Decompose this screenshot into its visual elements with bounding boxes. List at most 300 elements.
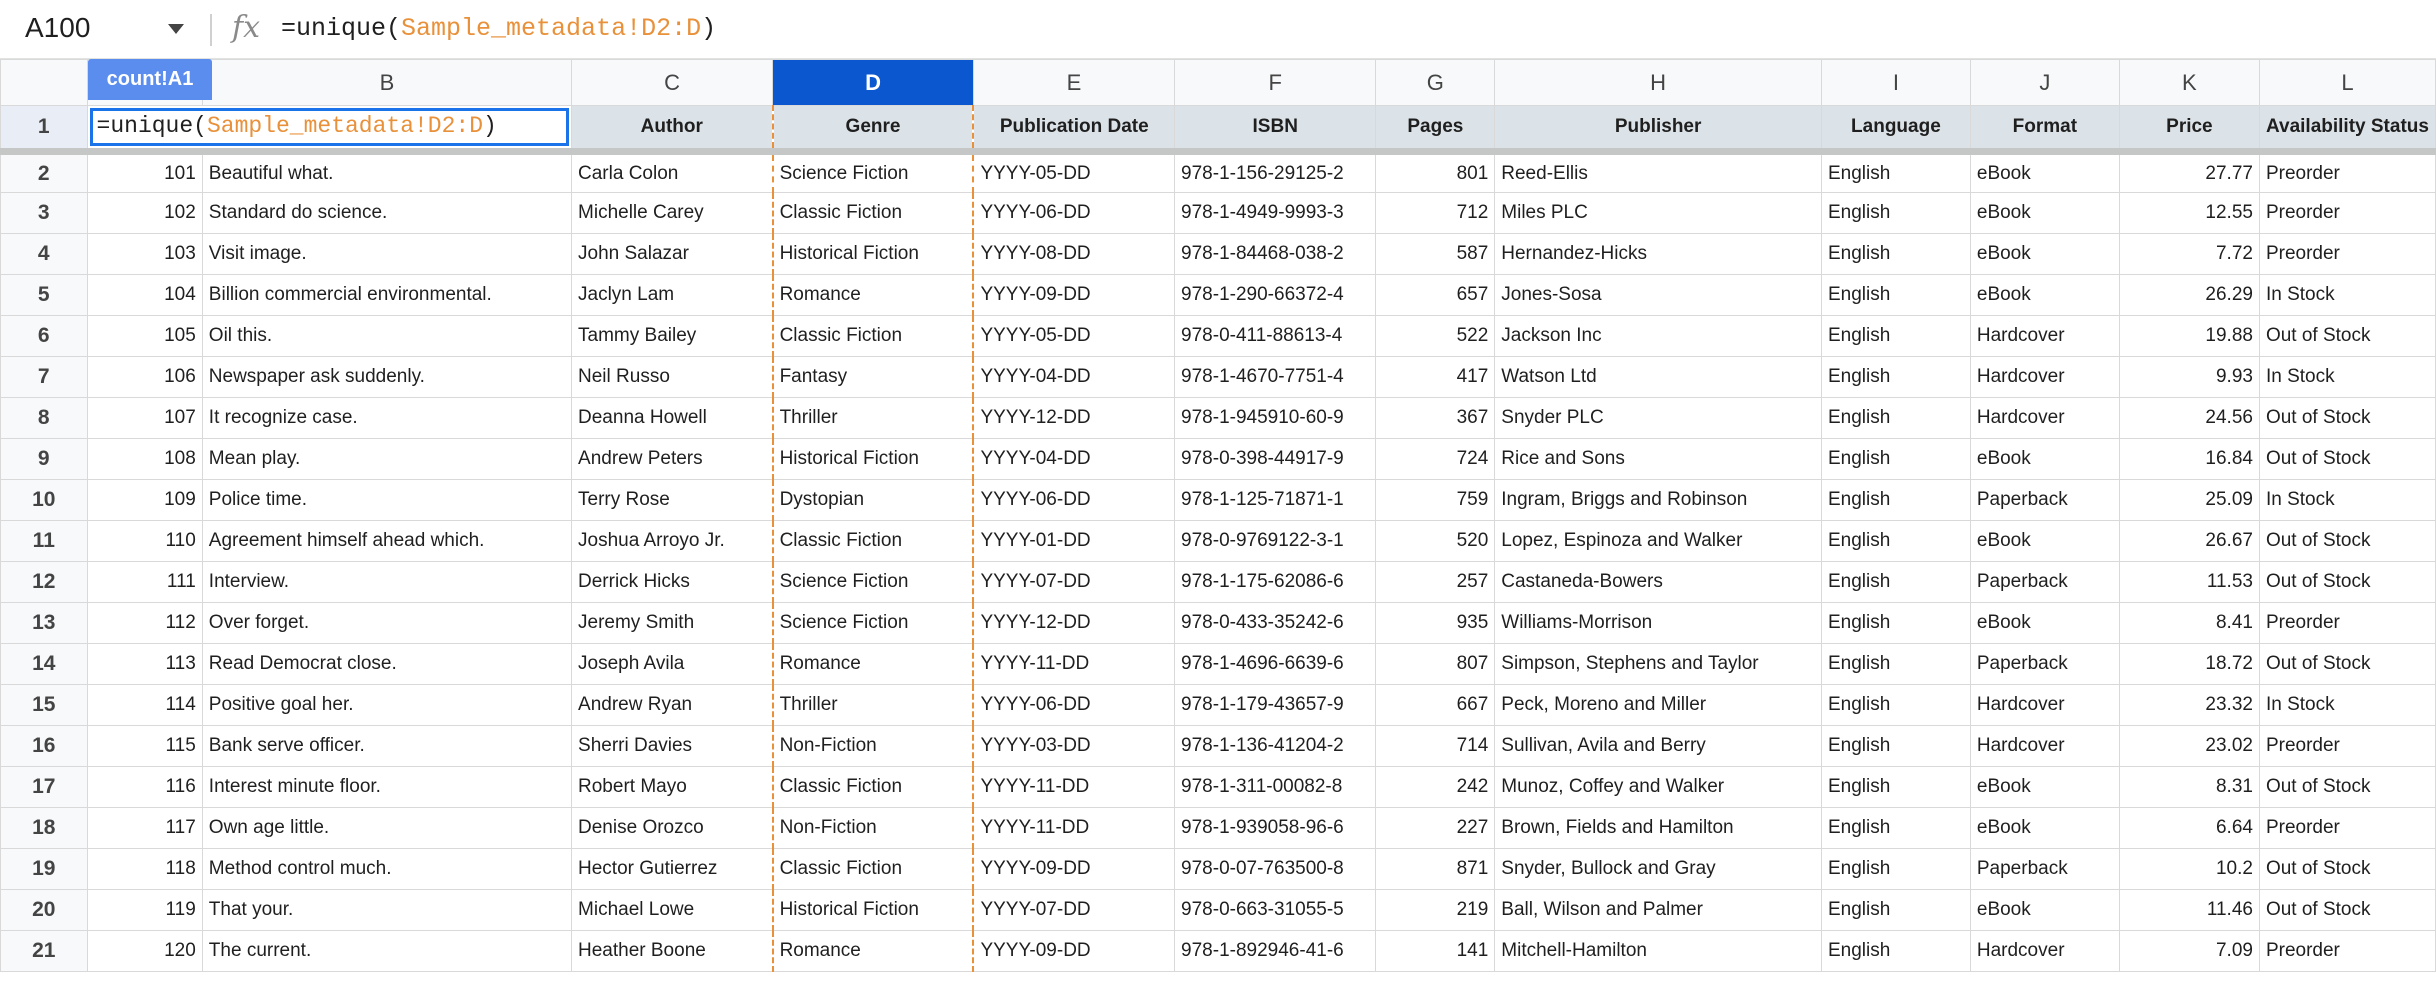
cell-status[interactable]: Preorder xyxy=(2259,808,2435,849)
cell-price[interactable]: 26.29 xyxy=(2119,275,2259,316)
cell-status[interactable]: Out of Stock xyxy=(2259,439,2435,480)
cell-price[interactable]: 8.31 xyxy=(2119,767,2259,808)
cell-publisher[interactable]: Williams-Morrison xyxy=(1495,603,1822,644)
cell-isbn[interactable]: 978-0-433-35242-6 xyxy=(1175,603,1376,644)
cell-isbn[interactable]: 978-0-9769122-3-1 xyxy=(1175,521,1376,562)
cell-id[interactable]: 105 xyxy=(87,316,202,357)
cell-title[interactable]: Beautiful what. xyxy=(202,152,571,193)
cell-status[interactable]: Preorder xyxy=(2259,726,2435,767)
table-row xyxy=(1,152,2436,193)
cell-isbn[interactable]: 978-1-84468-038-2 xyxy=(1175,234,1376,275)
cell-author[interactable]: Tammy Bailey xyxy=(572,316,773,357)
cell-id[interactable]: 117 xyxy=(87,808,202,849)
cell-date[interactable]: YYYY-12-DD xyxy=(973,398,1174,439)
cell-date[interactable]: YYYY-11-DD xyxy=(973,644,1174,685)
cell-author[interactable]: Robert Mayo xyxy=(572,767,773,808)
cell-id[interactable]: 112 xyxy=(87,603,202,644)
cell-date[interactable]: YYYY-09-DD xyxy=(973,931,1174,972)
cell-title[interactable]: Method control much. xyxy=(202,849,571,890)
cell-title[interactable]: Visit image. xyxy=(202,234,571,275)
cell-pages[interactable]: 367 xyxy=(1376,398,1495,439)
cell-lang[interactable]: English xyxy=(1821,193,1970,234)
cell-author[interactable]: Andrew Ryan xyxy=(572,685,773,726)
row-header[interactable]: 4 xyxy=(1,234,88,275)
cell-publisher[interactable]: Miles PLC xyxy=(1495,193,1822,234)
cell-isbn[interactable]: 978-1-179-43657-9 xyxy=(1175,685,1376,726)
cell-title[interactable]: Agreement himself ahead which. xyxy=(202,521,571,562)
cell-genre[interactable]: Romance xyxy=(773,931,974,972)
cell-pages[interactable]: 522 xyxy=(1376,316,1495,357)
cell-status[interactable]: Out of Stock xyxy=(2259,849,2435,890)
cell-format[interactable]: eBook xyxy=(1970,193,2119,234)
cell-id[interactable]: 102 xyxy=(87,193,202,234)
cell-author[interactable]: Deanna Howell xyxy=(572,398,773,439)
cell-lang[interactable]: English xyxy=(1821,480,1970,521)
row-header[interactable]: 1 xyxy=(1,106,88,152)
cell-date[interactable]: YYYY-08-DD xyxy=(973,234,1174,275)
cell-lang[interactable]: English xyxy=(1821,890,1970,931)
column-header-C[interactable]: C xyxy=(572,60,773,106)
column-header-L[interactable]: L xyxy=(2259,60,2435,106)
header-cell[interactable]: Publication Date xyxy=(973,106,1174,152)
cell-id[interactable]: 107 xyxy=(87,398,202,439)
cell-price[interactable]: 11.53 xyxy=(2119,562,2259,603)
cell-publisher[interactable]: Ball, Wilson and Palmer xyxy=(1495,890,1822,931)
cell-publisher[interactable]: Snyder PLC xyxy=(1495,398,1822,439)
cell-genre[interactable]: Non-Fiction xyxy=(773,726,974,767)
cell-format[interactable]: Paperback xyxy=(1970,849,2119,890)
cell-genre[interactable]: Romance xyxy=(773,644,974,685)
cell-pages[interactable]: 759 xyxy=(1376,480,1495,521)
cell-price[interactable]: 25.09 xyxy=(2119,480,2259,521)
cell-pages[interactable]: 242 xyxy=(1376,767,1495,808)
cell-pages[interactable]: 807 xyxy=(1376,644,1495,685)
cell-status[interactable]: In Stock xyxy=(2259,275,2435,316)
cell-title[interactable]: Read Democrat close. xyxy=(202,644,571,685)
column-header-H[interactable]: H xyxy=(1495,60,1822,106)
cell-isbn[interactable]: 978-1-311-00082-8 xyxy=(1175,767,1376,808)
cell-lang[interactable]: English xyxy=(1821,931,1970,972)
cell-genre[interactable]: Science Fiction xyxy=(773,152,974,193)
table-row xyxy=(1,931,2436,972)
cell-genre[interactable]: Romance xyxy=(773,275,974,316)
row-header[interactable]: 13 xyxy=(1,603,88,644)
cell-id[interactable]: 109 xyxy=(87,480,202,521)
row-header[interactable]: 6 xyxy=(1,316,88,357)
header-cell[interactable]: Author xyxy=(572,106,773,152)
divider xyxy=(210,14,212,46)
name-box[interactable] xyxy=(0,0,200,58)
cell-id[interactable]: 116 xyxy=(87,767,202,808)
cell-lang[interactable]: English xyxy=(1821,849,1970,890)
cell-format[interactable]: eBook xyxy=(1970,603,2119,644)
cell-status[interactable]: Out of Stock xyxy=(2259,316,2435,357)
cell-author[interactable]: Hector Gutierrez xyxy=(572,849,773,890)
cell-id[interactable]: 108 xyxy=(87,439,202,480)
cell-lang[interactable]: English xyxy=(1821,521,1970,562)
cell-author[interactable]: Carla Colon xyxy=(572,152,773,193)
cell-format[interactable]: Paperback xyxy=(1970,644,2119,685)
cell-format[interactable]: eBook xyxy=(1970,521,2119,562)
row-header[interactable]: 12 xyxy=(1,562,88,603)
row-header[interactable]: 17 xyxy=(1,767,88,808)
cell-publisher[interactable]: Jones-Sosa xyxy=(1495,275,1822,316)
table-row xyxy=(1,193,2436,234)
cell-genre[interactable]: Science Fiction xyxy=(773,603,974,644)
cell-author[interactable]: Jeremy Smith xyxy=(572,603,773,644)
cell-title[interactable]: The current. xyxy=(202,931,571,972)
cell-price[interactable]: 19.88 xyxy=(2119,316,2259,357)
cell-status[interactable]: Out of Stock xyxy=(2259,398,2435,439)
cell-isbn[interactable]: 978-1-125-71871-1 xyxy=(1175,480,1376,521)
name-box-ref[interactable]: A100 xyxy=(25,12,91,43)
cell-date[interactable]: YYYY-06-DD xyxy=(973,193,1174,234)
column-header-E[interactable]: E xyxy=(973,60,1174,106)
cell-price[interactable]: 24.56 xyxy=(2119,398,2259,439)
cell-format[interactable]: eBook xyxy=(1970,439,2119,480)
cell-isbn[interactable]: 978-1-4949-9993-3 xyxy=(1175,193,1376,234)
row-header[interactable]: 3 xyxy=(1,193,88,234)
column-header-G[interactable]: G xyxy=(1376,60,1495,106)
cell-lang[interactable]: English xyxy=(1821,767,1970,808)
cell-status[interactable]: In Stock xyxy=(2259,480,2435,521)
cell-publisher[interactable]: Reed-Ellis xyxy=(1495,152,1822,193)
cell-status[interactable]: Out of Stock xyxy=(2259,890,2435,931)
cell-lang[interactable]: English xyxy=(1821,234,1970,275)
cell-status[interactable]: Out of Stock xyxy=(2259,644,2435,685)
cell-price[interactable]: 10.2 xyxy=(2119,849,2259,890)
cell-title[interactable]: Interest minute floor. xyxy=(202,767,571,808)
cell-isbn[interactable]: 978-1-156-29125-2 xyxy=(1175,152,1376,193)
cell-pages[interactable]: 227 xyxy=(1376,808,1495,849)
cell-publisher[interactable]: Simpson, Stephens and Taylor xyxy=(1495,644,1822,685)
column-header-D[interactable]: D xyxy=(773,60,974,106)
cell-lang[interactable]: English xyxy=(1821,152,1970,193)
cell-date[interactable]: YYYY-11-DD xyxy=(973,808,1174,849)
cell-author[interactable]: Michael Lowe xyxy=(572,890,773,931)
row-header[interactable]: 14 xyxy=(1,644,88,685)
cell-pages[interactable]: 712 xyxy=(1376,193,1495,234)
table-row xyxy=(1,357,2436,398)
cell-pages[interactable]: 417 xyxy=(1376,357,1495,398)
cell-format[interactable]: eBook xyxy=(1970,890,2119,931)
cell-date[interactable]: YYYY-03-DD xyxy=(973,726,1174,767)
cell-title[interactable]: Bank serve officer. xyxy=(202,726,571,767)
cell-price[interactable]: 27.77 xyxy=(2119,152,2259,193)
cell-status[interactable]: Out of Stock xyxy=(2259,521,2435,562)
cell-price[interactable]: 26.67 xyxy=(2119,521,2259,562)
cell-isbn[interactable]: 978-1-4670-7751-4 xyxy=(1175,357,1376,398)
cell-publisher[interactable]: Munoz, Coffey and Walker xyxy=(1495,767,1822,808)
cell-isbn[interactable]: 978-0-398-44917-9 xyxy=(1175,439,1376,480)
cell-publisher[interactable]: Mitchell-Hamilton xyxy=(1495,931,1822,972)
cell-pages[interactable]: 724 xyxy=(1376,439,1495,480)
header-cell[interactable]: Format xyxy=(1970,106,2119,152)
cell-title[interactable]: Interview. xyxy=(202,562,571,603)
cell-pages[interactable]: 520 xyxy=(1376,521,1495,562)
cell-status[interactable]: Out of Stock xyxy=(2259,767,2435,808)
cell-genre[interactable]: Classic Fiction xyxy=(773,193,974,234)
table-row xyxy=(1,644,2436,685)
cell-pages[interactable]: 801 xyxy=(1376,152,1495,193)
cell-title[interactable]: That your. xyxy=(202,890,571,931)
cell-genre[interactable]: Historical Fiction xyxy=(773,890,974,931)
cell-status[interactable]: Preorder xyxy=(2259,931,2435,972)
cell-status[interactable]: In Stock xyxy=(2259,357,2435,398)
cell-format[interactable]: Hardcover xyxy=(1970,316,2119,357)
cell-genre[interactable]: Fantasy xyxy=(773,357,974,398)
cell-author[interactable]: Joseph Avila xyxy=(572,644,773,685)
cell-title[interactable]: Billion commercial environmental. xyxy=(202,275,571,316)
cell-lang[interactable]: English xyxy=(1821,685,1970,726)
cell-id[interactable]: 104 xyxy=(87,275,202,316)
header-cell[interactable]: Genre xyxy=(773,106,974,152)
cell-pages[interactable]: 714 xyxy=(1376,726,1495,767)
row-header[interactable]: 11 xyxy=(1,521,88,562)
cell-price[interactable]: 8.41 xyxy=(2119,603,2259,644)
cell-publisher[interactable]: Hernandez-Hicks xyxy=(1495,234,1822,275)
cell-editor[interactable] xyxy=(90,108,569,146)
cell-author[interactable]: Denise Orozco xyxy=(572,808,773,849)
cell-id[interactable]: 106 xyxy=(87,357,202,398)
cell-title[interactable]: Positive goal her. xyxy=(202,685,571,726)
cell-author[interactable]: Jaclyn Lam xyxy=(572,275,773,316)
formula-range: Sample_metadata!D2:D xyxy=(401,14,702,43)
cell-genre[interactable]: Classic Fiction xyxy=(773,849,974,890)
cell-isbn[interactable]: 978-1-4696-6639-6 xyxy=(1175,644,1376,685)
cell-genre[interactable]: Dystopian xyxy=(773,480,974,521)
cell-id[interactable]: 118 xyxy=(87,849,202,890)
cell-title[interactable]: Own age little. xyxy=(202,808,571,849)
cell-price[interactable]: 18.72 xyxy=(2119,644,2259,685)
cell-status[interactable]: In Stock xyxy=(2259,685,2435,726)
cell-publisher[interactable]: Snyder, Bullock and Gray xyxy=(1495,849,1822,890)
cell-isbn[interactable]: 978-0-07-763500-8 xyxy=(1175,849,1376,890)
cell-format[interactable]: Hardcover xyxy=(1970,931,2119,972)
cell-format[interactable]: Hardcover xyxy=(1970,357,2119,398)
cell-price[interactable]: 23.32 xyxy=(2119,685,2259,726)
cell-status[interactable]: Preorder xyxy=(2259,234,2435,275)
row-header[interactable]: 18 xyxy=(1,808,88,849)
cell-publisher[interactable]: Ingram, Briggs and Robinson xyxy=(1495,480,1822,521)
cell-format[interactable]: Hardcover xyxy=(1970,726,2119,767)
column-header-I[interactable]: I xyxy=(1821,60,1970,106)
column-header-F[interactable]: F xyxy=(1175,60,1376,106)
header-cell[interactable]: Pages xyxy=(1376,106,1495,152)
cell-genre[interactable]: Historical Fiction xyxy=(773,234,974,275)
cell-isbn[interactable]: 978-0-411-88613-4 xyxy=(1175,316,1376,357)
column-header-K[interactable]: K xyxy=(2119,60,2259,106)
table-row xyxy=(1,890,2436,931)
cell-lang[interactable]: English xyxy=(1821,357,1970,398)
header-cell[interactable]: Language xyxy=(1821,106,1970,152)
cell-lang[interactable]: English xyxy=(1821,275,1970,316)
header-cell[interactable]: ISBN xyxy=(1175,106,1376,152)
column-header-B[interactable]: B xyxy=(202,60,571,106)
cell-author[interactable]: Joshua Arroyo Jr. xyxy=(572,521,773,562)
cell-id[interactable]: 113 xyxy=(87,644,202,685)
row-header[interactable]: 19 xyxy=(1,849,88,890)
cell-lang[interactable]: English xyxy=(1821,398,1970,439)
formula-function-open: =unique( xyxy=(281,14,402,43)
cell-lang[interactable]: English xyxy=(1821,644,1970,685)
cell-date[interactable]: YYYY-11-DD xyxy=(973,767,1174,808)
cell-status[interactable]: Out of Stock xyxy=(2259,562,2435,603)
cell-date[interactable]: YYYY-04-DD xyxy=(973,439,1174,480)
row-header[interactable]: 9 xyxy=(1,439,88,480)
cell-price[interactable]: 7.09 xyxy=(2119,931,2259,972)
cell-author[interactable]: Derrick Hicks xyxy=(572,562,773,603)
chevron-down-icon[interactable] xyxy=(168,24,184,34)
cell-date[interactable]: YYYY-06-DD xyxy=(973,480,1174,521)
row-header[interactable]: 5 xyxy=(1,275,88,316)
row-header[interactable]: 7 xyxy=(1,357,88,398)
cell-lang[interactable]: English xyxy=(1821,808,1970,849)
cell-price[interactable]: 12.55 xyxy=(2119,193,2259,234)
cell-format[interactable]: eBook xyxy=(1970,767,2119,808)
cell-isbn[interactable]: 978-1-175-62086-6 xyxy=(1175,562,1376,603)
cell-pages[interactable]: 587 xyxy=(1376,234,1495,275)
row-header[interactable]: 16 xyxy=(1,726,88,767)
cell-pages[interactable]: 657 xyxy=(1376,275,1495,316)
cell-pages[interactable]: 871 xyxy=(1376,849,1495,890)
cell-publisher[interactable]: Peck, Moreno and Miller xyxy=(1495,685,1822,726)
cell-publisher[interactable]: Lopez, Espinoza and Walker xyxy=(1495,521,1822,562)
cell-isbn[interactable]: 978-1-290-66372-4 xyxy=(1175,275,1376,316)
cell-id[interactable]: 119 xyxy=(87,890,202,931)
cell-pages[interactable]: 257 xyxy=(1376,562,1495,603)
cell-date[interactable]: YYYY-07-DD xyxy=(973,562,1174,603)
row-header[interactable]: 20 xyxy=(1,890,88,931)
cell-isbn[interactable]: 978-1-892946-41-6 xyxy=(1175,931,1376,972)
cell-author[interactable]: Andrew Peters xyxy=(572,439,773,480)
cell-genre[interactable]: Classic Fiction xyxy=(773,521,974,562)
cell-price[interactable]: 6.64 xyxy=(2119,808,2259,849)
cell-author[interactable]: Terry Rose xyxy=(572,480,773,521)
cell-publisher[interactable]: Castaneda-Bowers xyxy=(1495,562,1822,603)
cell-publisher[interactable]: Brown, Fields and Hamilton xyxy=(1495,808,1822,849)
cell-author[interactable]: John Salazar xyxy=(572,234,773,275)
cell-format[interactable]: eBook xyxy=(1970,234,2119,275)
cell-status[interactable]: Preorder xyxy=(2259,152,2435,193)
cell-date[interactable]: YYYY-01-DD xyxy=(973,521,1174,562)
row-header[interactable]: 8 xyxy=(1,398,88,439)
cell-lang[interactable]: English xyxy=(1821,562,1970,603)
cell-price[interactable]: 16.84 xyxy=(2119,439,2259,480)
cell-pages[interactable]: 141 xyxy=(1376,931,1495,972)
cell-title[interactable]: Mean play. xyxy=(202,439,571,480)
cell-title[interactable]: It recognize case. xyxy=(202,398,571,439)
cell-author[interactable]: Neil Russo xyxy=(572,357,773,398)
table-row xyxy=(1,275,2436,316)
cell-price[interactable]: 9.93 xyxy=(2119,357,2259,398)
cell-status[interactable]: Preorder xyxy=(2259,603,2435,644)
cell-pages[interactable]: 667 xyxy=(1376,685,1495,726)
cell-genre[interactable]: Thriller xyxy=(773,685,974,726)
cell-title[interactable]: Newspaper ask suddenly. xyxy=(202,357,571,398)
cell-genre[interactable]: Historical Fiction xyxy=(773,439,974,480)
cell-genre[interactable]: Classic Fiction xyxy=(773,316,974,357)
cell-date[interactable]: YYYY-07-DD xyxy=(973,890,1174,931)
cell-format[interactable]: Hardcover xyxy=(1970,685,2119,726)
cell-format[interactable]: Paperback xyxy=(1970,480,2119,521)
cell-genre[interactable]: Classic Fiction xyxy=(773,767,974,808)
cell-lang[interactable]: English xyxy=(1821,726,1970,767)
active-cell[interactable] xyxy=(87,106,571,152)
cell-id[interactable]: 114 xyxy=(87,685,202,726)
cell-publisher[interactable]: Watson Ltd xyxy=(1495,357,1822,398)
cell-date[interactable]: YYYY-05-DD xyxy=(973,152,1174,193)
column-header-J[interactable]: J xyxy=(1970,60,2119,106)
select-all-corner[interactable] xyxy=(1,60,88,106)
cell-price[interactable]: 7.72 xyxy=(2119,234,2259,275)
row-header[interactable]: 10 xyxy=(1,480,88,521)
cell-genre[interactable]: Science Fiction xyxy=(773,562,974,603)
cell-genre[interactable]: Thriller xyxy=(773,398,974,439)
cell-id[interactable]: 101 xyxy=(87,152,202,193)
cell-lang[interactable]: English xyxy=(1821,316,1970,357)
cell-format[interactable]: eBook xyxy=(1970,808,2119,849)
cell-date[interactable]: YYYY-09-DD xyxy=(973,849,1174,890)
cell-title[interactable]: Police time. xyxy=(202,480,571,521)
cell-publisher[interactable]: Sullivan, Avila and Berry xyxy=(1495,726,1822,767)
cell-title[interactable]: Over forget. xyxy=(202,603,571,644)
formula-input[interactable] xyxy=(281,14,716,43)
cell-date[interactable]: YYYY-09-DD xyxy=(973,275,1174,316)
cell-id[interactable]: 103 xyxy=(87,234,202,275)
cell-isbn[interactable]: 978-1-939058-96-6 xyxy=(1175,808,1376,849)
cell-title[interactable]: Standard do science. xyxy=(202,193,571,234)
cell-title[interactable]: Oil this. xyxy=(202,316,571,357)
cell-id[interactable]: 120 xyxy=(87,931,202,972)
cell-id[interactable]: 110 xyxy=(87,521,202,562)
formula-bar xyxy=(0,0,2436,59)
cell-isbn[interactable]: 978-0-663-31055-5 xyxy=(1175,890,1376,931)
cell-pages[interactable]: 935 xyxy=(1376,603,1495,644)
cell-lang[interactable]: English xyxy=(1821,439,1970,480)
cell-author[interactable]: Sherri Davies xyxy=(572,726,773,767)
cell-date[interactable]: YYYY-06-DD xyxy=(973,685,1174,726)
cell-format[interactable]: eBook xyxy=(1970,152,2119,193)
cell-format[interactable]: Hardcover xyxy=(1970,398,2119,439)
row-header[interactable]: 21 xyxy=(1,931,88,972)
cell-format[interactable]: Paperback xyxy=(1970,562,2119,603)
cell-lang[interactable]: English xyxy=(1821,603,1970,644)
cell-publisher[interactable]: Jackson Inc xyxy=(1495,316,1822,357)
header-cell[interactable]: Price xyxy=(2119,106,2259,152)
cell-author[interactable]: Michelle Carey xyxy=(572,193,773,234)
cell-id[interactable]: 111 xyxy=(87,562,202,603)
cell-author[interactable]: Heather Boone xyxy=(572,931,773,972)
cell-date[interactable]: YYYY-12-DD xyxy=(973,603,1174,644)
cell-date[interactable]: YYYY-04-DD xyxy=(973,357,1174,398)
header-cell[interactable]: Availability Status xyxy=(2259,106,2435,152)
cell-price[interactable]: 11.46 xyxy=(2119,890,2259,931)
cell-pages[interactable]: 219 xyxy=(1376,890,1495,931)
row-header[interactable]: 15 xyxy=(1,685,88,726)
cell-date[interactable]: YYYY-05-DD xyxy=(973,316,1174,357)
cell-genre[interactable]: Non-Fiction xyxy=(773,808,974,849)
cell-price[interactable]: 23.02 xyxy=(2119,726,2259,767)
cell-status[interactable]: Preorder xyxy=(2259,193,2435,234)
row-header[interactable]: 2 xyxy=(1,152,88,193)
cell-isbn[interactable]: 978-1-136-41204-2 xyxy=(1175,726,1376,767)
header-cell[interactable]: Publisher xyxy=(1495,106,1822,152)
cell-id[interactable]: 115 xyxy=(87,726,202,767)
cell-publisher[interactable]: Rice and Sons xyxy=(1495,439,1822,480)
cell-format[interactable]: eBook xyxy=(1970,275,2119,316)
cell-isbn[interactable]: 978-1-945910-60-9 xyxy=(1175,398,1376,439)
